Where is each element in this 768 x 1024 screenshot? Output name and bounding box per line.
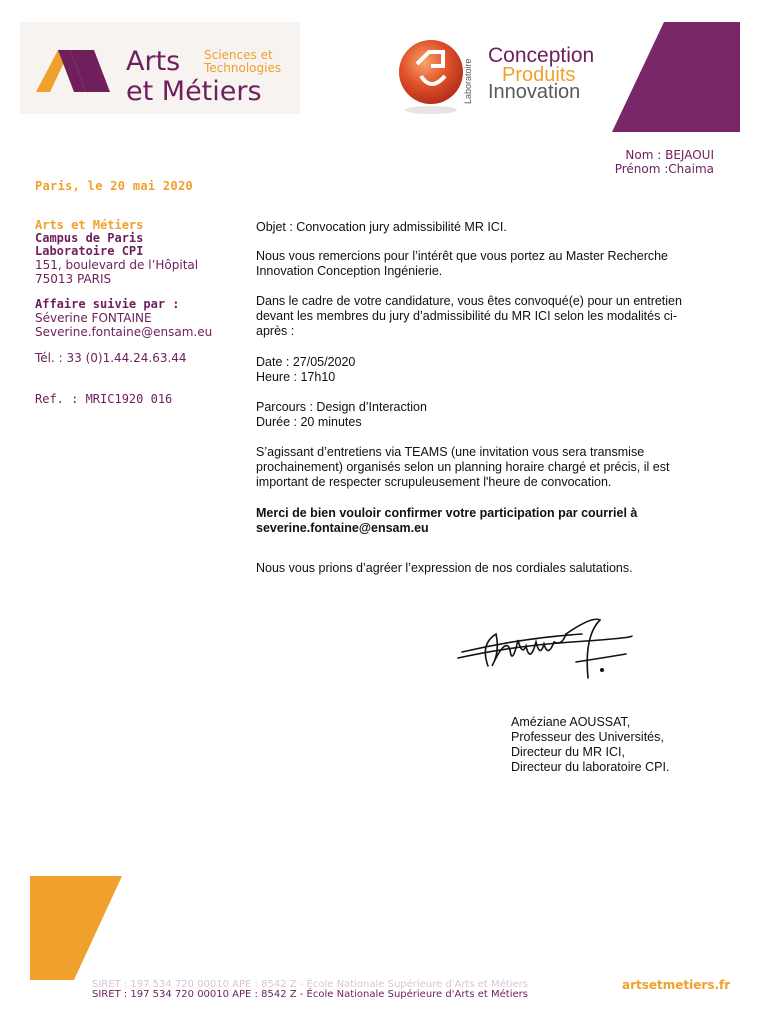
footer-legal-ghost: SIRET : 197 534 720 00010 APE : 8542 Z - École Nationale Supérieure d'Arts et Métiers [92, 979, 528, 990]
appointment-time: Heure : 17h10 [256, 370, 336, 384]
letter-closing: Nous vous prions d’agréer l’expression de nos cordiales salutations. [256, 561, 633, 575]
appointment-duration: Durée : 20 minutes [256, 415, 362, 429]
letter-paragraph-2: Dans le cadre de votre candidature, vous êtes convoqué(e) pour un entretien devant les membres du jury d’admissibilité du MR ICI selon les modalités ci-après : [256, 294, 682, 338]
letter-paragraph-1: Nous vous remercions pour l’intérêt que vous portez au Master Recherche Innovation Conception Ingénierie. [256, 249, 669, 278]
footer-legal: SIRET : 197 534 720 00010 APE : 8542 Z - École Nationale Supérieure d'Arts et Métiers [92, 989, 528, 1000]
contact-email: Severine.fontaine@ensam.eu [35, 325, 213, 339]
contact-phone: Tél. : 33 (0)1.44.24.63.44 [35, 351, 187, 365]
sender-org: Arts et Métiers [35, 218, 144, 232]
signatory-title-3: Directeur du laboratoire CPI. [511, 760, 670, 774]
cpi-logo-line3: Innovation [488, 81, 581, 103]
footer-website-link[interactable]: artsetmetiers.fr [622, 978, 731, 992]
affaire-label: Affaire suivie par : [35, 297, 180, 311]
sender-address-line1: 151, boulevard de l’Hôpital [35, 258, 199, 272]
contact-name: Séverine FONTAINE [35, 311, 152, 325]
signatory-name: Améziane AOUSSAT, [511, 715, 631, 729]
letter-date: Paris, le 20 mai 2020 [35, 179, 194, 193]
recipient-nom: Nom : BEJAOUI [625, 148, 714, 162]
signatory-title-2: Directeur du MR ICI, [511, 745, 625, 759]
cpi-logo-line2: Produits [502, 64, 576, 86]
confirmation-request: Merci de bien vouloir confirmer votre participation par courriel à severine.fontaine@ensam.eu [256, 506, 638, 535]
cpi-logo-line1: Conception [488, 44, 595, 67]
am-logo-line1: Arts [126, 46, 181, 77]
am-logo-line2: et Métiers [126, 76, 262, 107]
cpi-logo-vertical-label: Laboratoire [463, 58, 473, 104]
recipient-prenom: Prénom :Chaima [614, 162, 714, 176]
signatory-title-1: Professeur des Universités, [511, 730, 664, 744]
footer-decoration-shape [30, 876, 126, 980]
sender-address-line2: 75013 PARIS [35, 272, 112, 286]
am-logo-tag1: Sciences et [204, 48, 273, 62]
letter-subject: Objet : Convocation jury admissibilité MR ICI. [256, 220, 507, 234]
letter-paragraph-3: S’agissant d’entretiens via TEAMS (une invitation vous sera transmise prochainement) organisés selon un planning horaire chargé et précis, il est important de respecter scrupuleusement l'heure de convocation. [256, 445, 670, 489]
appointment-date: Date : 27/05/2020 [256, 355, 356, 369]
handwritten-signature [452, 606, 642, 686]
am-logo-mark-icon [36, 42, 116, 102]
appointment-track: Parcours : Design d’Interaction [256, 400, 427, 414]
corner-decoration-shape [612, 22, 740, 132]
sender-lab: Laboratoire CPI [35, 244, 144, 258]
arts-et-metiers-logo [20, 22, 300, 114]
am-logo-tag2: Technologies [204, 61, 282, 75]
sender-campus: Campus de Paris [35, 231, 144, 245]
reference-number: Ref. : MRIC1920 016 [35, 392, 173, 406]
